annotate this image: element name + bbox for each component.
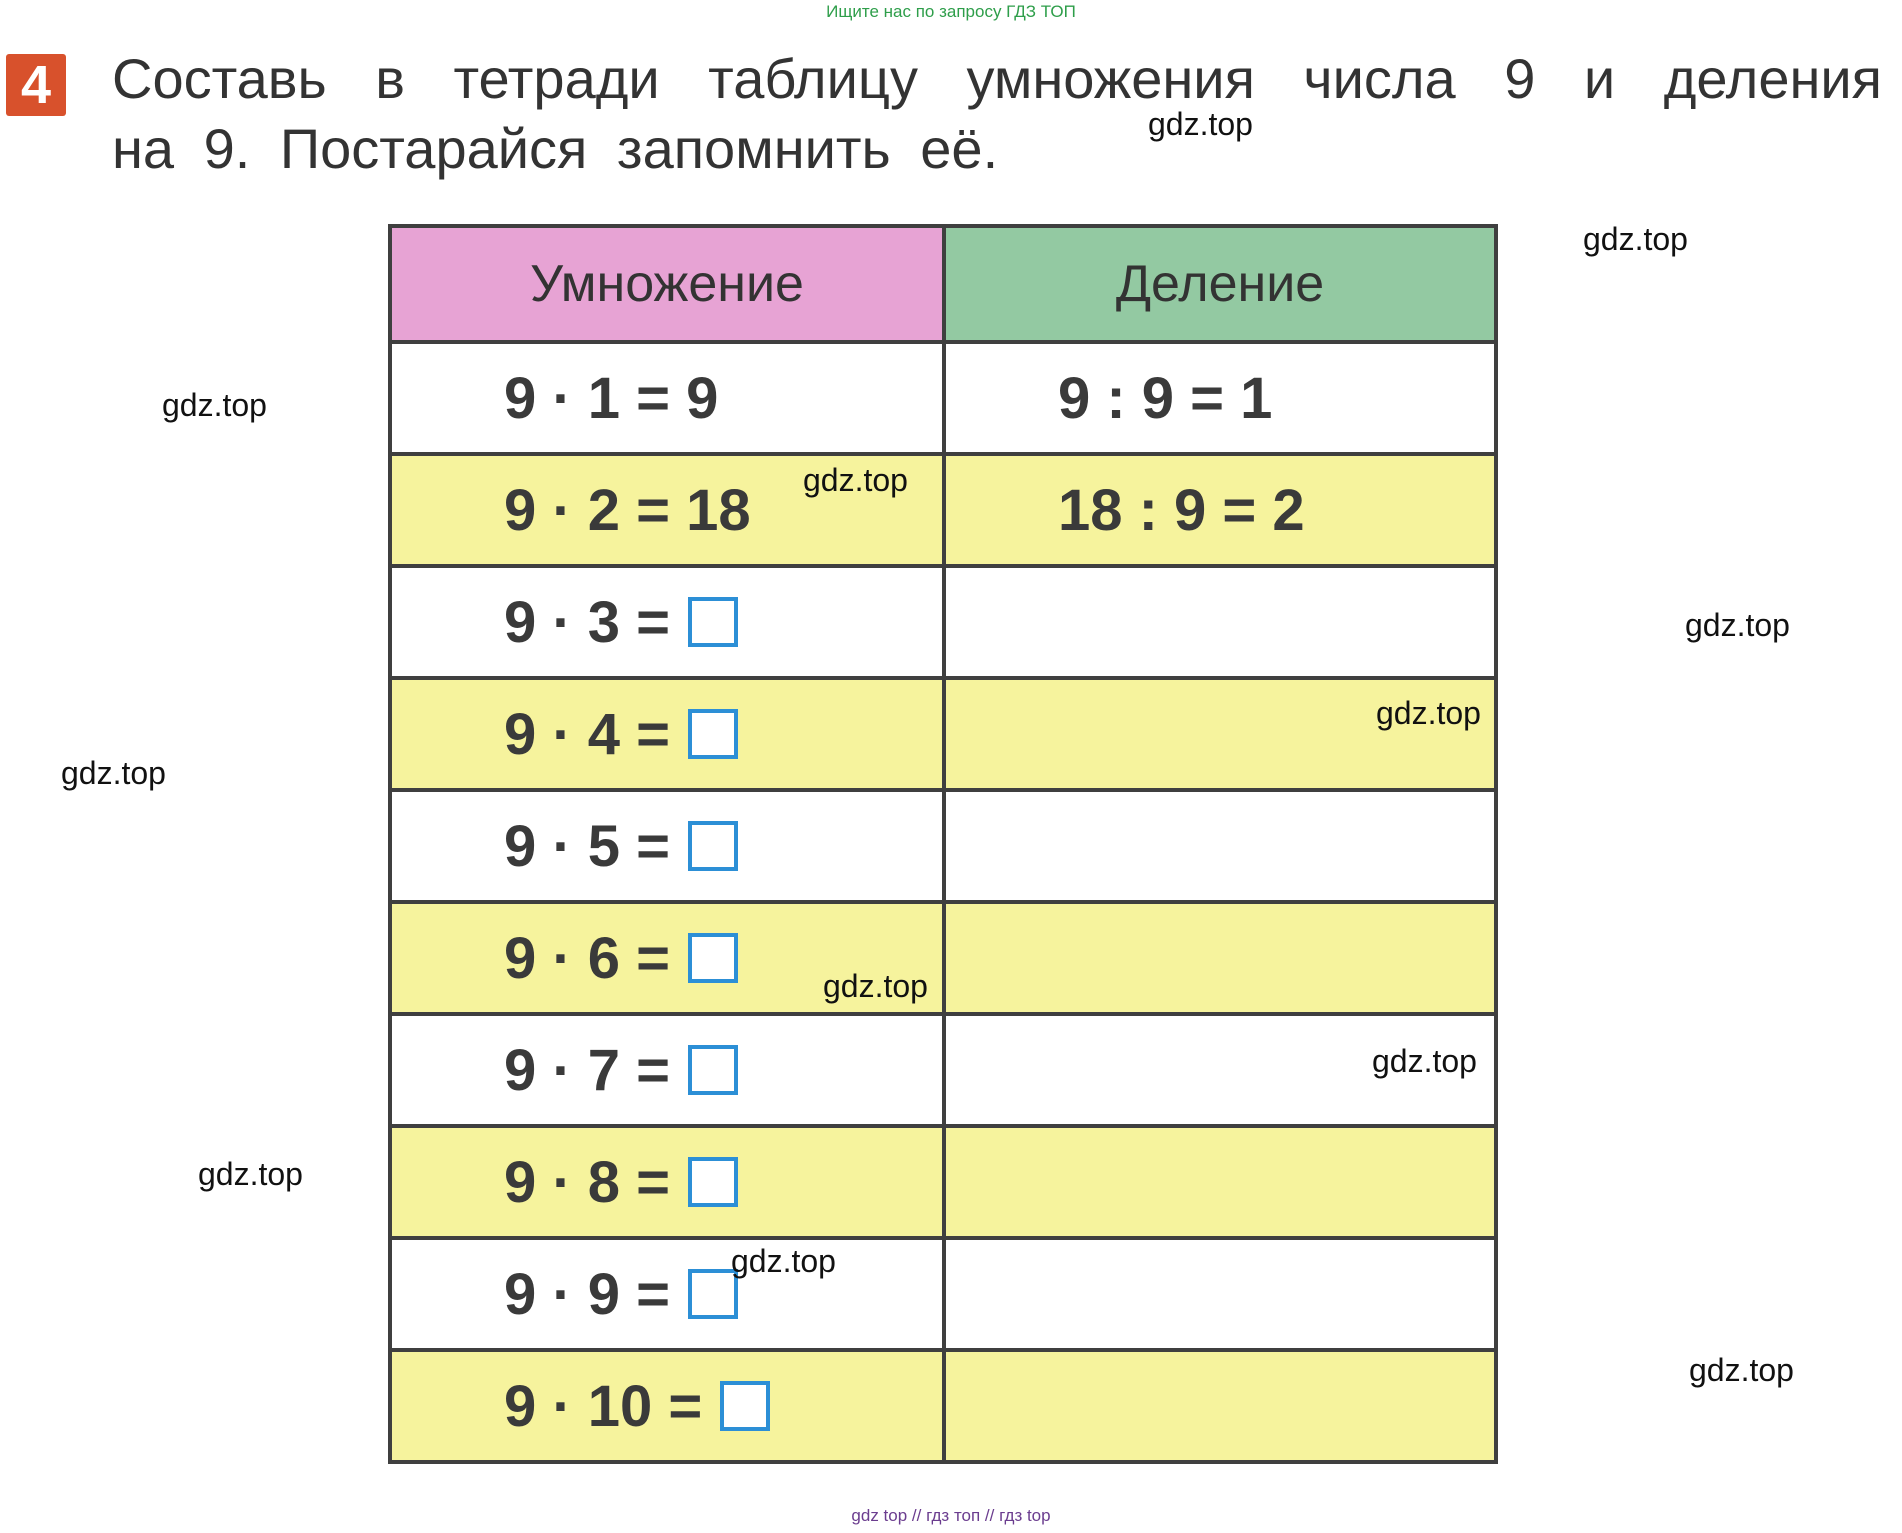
table-row <box>390 678 1496 790</box>
watermark: gdz.top <box>731 1243 836 1279</box>
watermark: gdz.top <box>1372 1043 1477 1079</box>
table-row <box>390 566 1496 678</box>
top-banner: Ищите нас по запросу ГДЗ ТОП <box>826 2 1076 21</box>
watermark: gdz.top <box>162 387 267 423</box>
division-cell <box>944 1350 1496 1462</box>
division-cell <box>944 1238 1496 1350</box>
multiplication-cell <box>390 1238 944 1350</box>
table-row <box>390 1014 1496 1126</box>
watermark: gdz.top <box>1689 1352 1794 1388</box>
division-cell <box>944 566 1496 678</box>
multiplication-division-table <box>388 224 1498 1464</box>
multiplication-cell <box>390 790 944 902</box>
task-text <box>112 44 1882 184</box>
watermark: gdz.top <box>61 755 166 791</box>
multiplication-expression: 9 · 6 = <box>504 925 671 991</box>
multiplication-expression: 9 · 8 = <box>504 1149 671 1215</box>
multiplication-cell <box>390 678 944 790</box>
division-expression: 9 : 9 = 1 <box>1058 365 1273 431</box>
multiplication-expression: 9 · 7 = <box>504 1037 671 1103</box>
watermark: gdz.top <box>1583 221 1688 257</box>
multiplication-cell <box>390 1014 944 1126</box>
header-division: Деление <box>944 226 1496 342</box>
multiplication-expression: 9 · 2 = 18 <box>504 477 751 543</box>
answer-box[interactable] <box>688 709 738 759</box>
multiplication-expression: 9 · 10 = <box>504 1373 703 1439</box>
division-cell <box>944 902 1496 1014</box>
table-row <box>390 342 1496 454</box>
multiplication-cell <box>390 566 944 678</box>
multiplication-cell <box>390 1126 944 1238</box>
table-row <box>390 454 1496 566</box>
division-expression: 18 : 9 = 2 <box>1058 477 1305 543</box>
multiplication-cell <box>390 1350 944 1462</box>
answer-box[interactable] <box>688 597 738 647</box>
table-row <box>390 1126 1496 1238</box>
watermark: gdz.top <box>1376 695 1481 731</box>
task-number-badge: 4 <box>6 54 66 116</box>
table-row <box>390 790 1496 902</box>
task-text-line1: Составь в тетради таблицу умножения числа 9 и деления <box>112 47 1882 110</box>
multiplication-expression: 9 · 5 = <box>504 813 671 879</box>
division-cell <box>944 790 1496 902</box>
division-cell <box>944 1126 1496 1238</box>
answer-box[interactable] <box>688 933 738 983</box>
multiplication-expression: 9 · 4 = <box>504 701 671 767</box>
task-text-line2: на 9. Постарайся запомнить её. <box>112 117 999 180</box>
answer-box[interactable] <box>720 1381 770 1431</box>
answer-box[interactable] <box>688 1045 738 1095</box>
watermark: gdz.top <box>198 1156 303 1192</box>
watermark: gdz.top <box>823 968 928 1004</box>
multiplication-expression: 9 · 1 = 9 <box>504 365 719 431</box>
division-cell <box>944 454 1496 566</box>
multiplication-expression: 9 · 3 = <box>504 589 671 655</box>
watermark: gdz.top <box>803 462 908 498</box>
multiplication-cell <box>390 342 944 454</box>
bottom-banner: gdz top // гдз топ // гдз top <box>851 1506 1051 1525</box>
table-row <box>390 1238 1496 1350</box>
division-cell <box>944 342 1496 454</box>
watermark: gdz.top <box>1148 106 1253 142</box>
answer-box[interactable] <box>688 1157 738 1207</box>
multiplication-expression: 9 · 9 = <box>504 1261 671 1327</box>
table-row <box>390 902 1496 1014</box>
header-multiplication: Умножение <box>390 226 944 342</box>
answer-box[interactable] <box>688 821 738 871</box>
watermark: gdz.top <box>1685 607 1790 643</box>
table-row <box>390 1350 1496 1462</box>
